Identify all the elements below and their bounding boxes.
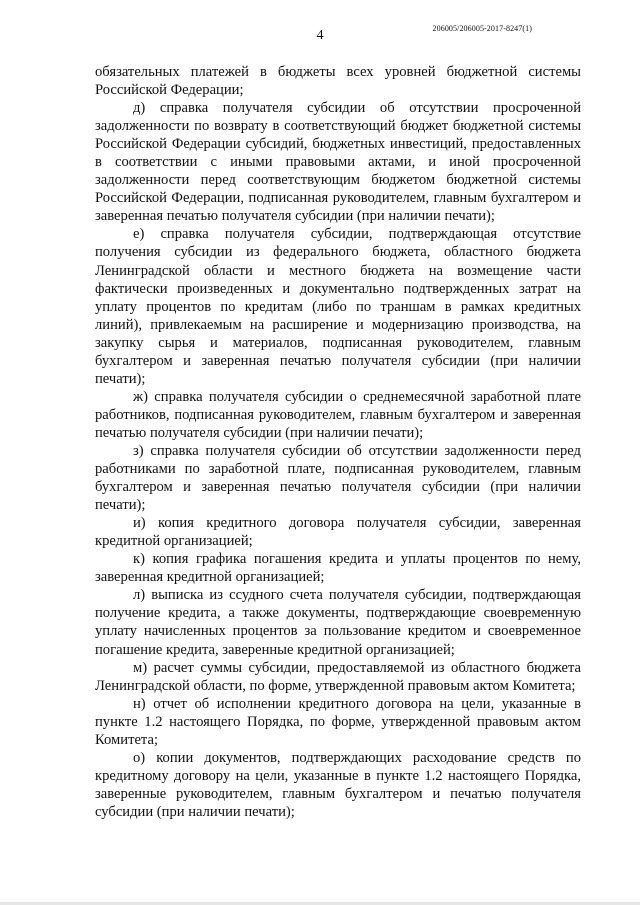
paragraph-item-o: о) копии документов, подтверждающих расходование средств по кредитному договору на цели, указанные в пункте 1.2 настоящего Порядка, заверенные руководителем, главным бухгалтером и печатью получателя субсидии (при наличии печати);: [95, 749, 581, 820]
paragraph-continuation: обязательных платежей в бюджеты всех уровней бюджетной системы Российской Федерации;: [95, 64, 581, 99]
paragraph-item-m: м) расчет суммы субсидии, предоставляемой из областного бюджета Ленинградской области, по форме, утвержденной правовым актом Комитета;: [95, 659, 581, 694]
document-body: [95, 63, 581, 821]
page-number: 4: [316, 28, 324, 43]
paragraph-item-i: и) копия кредитного договора получателя субсидии, заверенная кредитной организацией;: [95, 515, 581, 550]
paragraph-item-z: з) справка получателя субсидии об отсутствии задолженности перед работниками по заработной плате, подписанная руководителем, главным бухгалтером и заверенная печатью получателя субсидии (при наличии печати);: [95, 442, 581, 514]
paragraph-item-l: л) выписка из ссудного счета получателя субсидии, подтверждающая получение кредита, а также документы, подтверждающие своевременную уплату начисленных процентов за пользование кредитом и своевременное погашение кредита, заверенные кредитной организацией;: [95, 587, 581, 658]
paragraph-item-e: е) справка получателя субсидии, подтверждающая отсутствие получения субсидии из федерального бюджета, областного бюджета Ленинградской области и местного бюджета на возмещение части фактически произведенных и документально подтвержденных затрат на уплату процентов по кредитам (либо по траншам в рамках кредитных линий), привлекаемым на расширение и модернизацию производства, на закупку сырья и материалов, подписанная руководителем, главным бухгалтером и заверенная печатью получателя субсидии (при наличии печати);: [95, 226, 581, 387]
paragraph-item-d: д) справка получателя субсидии об отсутствии просроченной задолженности по возврату в соответствующий бюджет бюджетной системы Российской Федерации субсидий, бюджетных инвестиций, предоставленных в соответствии с иными правовыми актами, и иной просроченной задолженности перед соответствующим бюджетом бюджетной системы Российской Федерации, подписанная руководителем, главным бухгалтером и заверенная печатью получателя субсидии (при наличии печати);: [95, 100, 581, 225]
paragraph-item-n: н) отчет об исполнении кредитного договора на цели, указанные в пункте 1.2 настоящего Порядка, по форме, утвержденной правовым актом Комитета;: [95, 695, 581, 748]
paragraph-item-zh: ж) справка получателя субсидии о среднемесячной заработной плате работников, подписанная руководителем, главным бухгалтером и заверенная печатью получателя субсидии (при наличии печати);: [95, 388, 581, 441]
paragraph-item-k: к) копия графика погашения кредита и уплаты процентов по нему, заверенная кредитной организацией;: [95, 551, 581, 586]
document-id: 206005/206005-2017-8247(1): [432, 24, 532, 33]
